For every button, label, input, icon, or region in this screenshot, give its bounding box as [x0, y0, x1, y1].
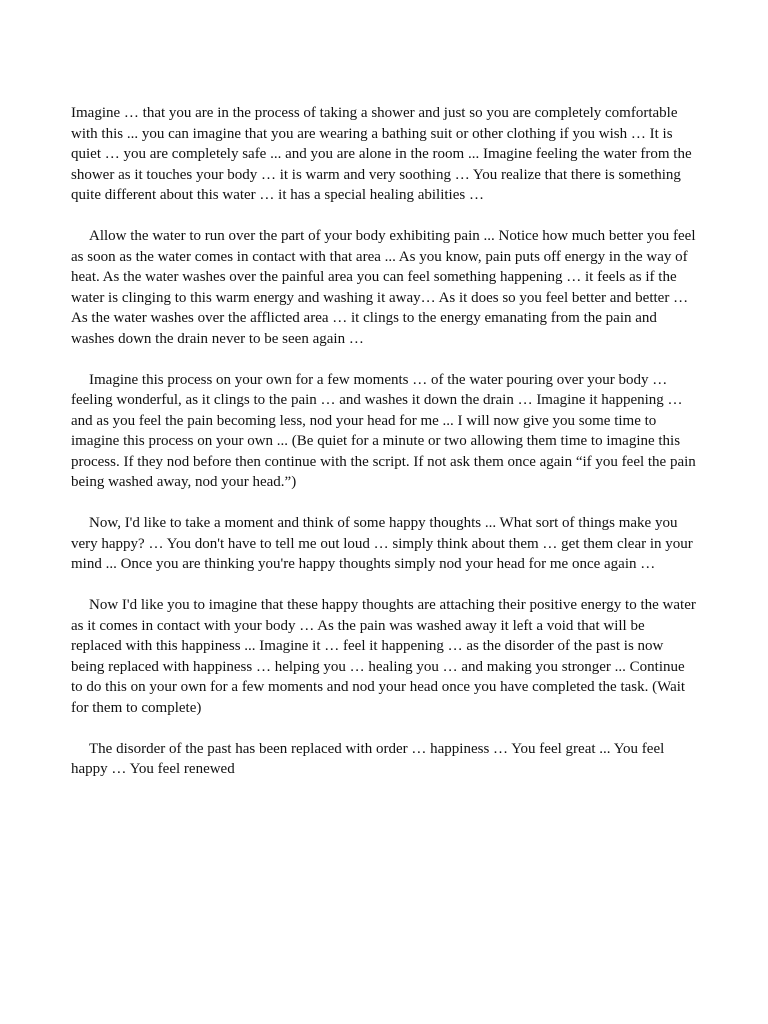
paragraph-2: Allow the water to run over the part of your body exhibiting pain ... Notice how much better you feel as soon as the water comes in contact with that area ... As you know, pain puts off energy in the way of heat. As the water washes over the painful area you can feel something happening … it feels as if the water is clinging to this warm energy and washing it away… As it does so you feel better and better … As the water washes over the afflicted area … it clings to the energy emanating from the pain and washes down the drain never to be seen again … — [71, 228, 696, 347]
paragraph-6: The disorder of the past has been replaced with order … happiness … You feel great ... You feel happy … You feel renewed — [71, 740, 665, 777]
paragraph-5: Now I'd like you to imagine that these happy thoughts are attaching their positive energy to the water as it comes in contact with your body … As the pain was washed away it left a void that will be replaced with this happiness ... Imagine it … feel it happening … as the disorder of the past is now being replaced with happiness … helping you … healing you … and making you stronger ... Continue to do this on your own for a few moments and nod your head once you have completed the task. (Wait for them to complete) — [71, 597, 696, 716]
paragraph-4: Now, I'd like to take a moment and think of some happy thoughts ... What sort of things make you very happy? … You don't have to tell me out loud … simply think about them … get them clear in your mind ... Once you are thinking you're happy thoughts simply nod your head for me once again … — [71, 515, 693, 572]
document-body — [71, 103, 699, 800]
paragraph-3: Imagine this process on your own for a few moments … of the water pouring over your body … feeling wonderful, as it clings to the pain … and washes it down the drain … Imagine it happening … and as you feel the pain becoming less, nod your head for me ... I will now give you some time to imagine this process on your own ... (Be quiet for a minute or two allowing them time to imagine this process. If they nod before then continue with the script. If not ask them once again “if you feel the pain being washed away, nod your head.”) — [71, 371, 696, 490]
paragraph-1: Imagine … that you are in the process of taking a shower and just so you are completely comfortable with this ... you can imagine that you are wearing a bathing suit or other clothing if you wish … It is quiet … you are completely safe ... and you are alone in the room ... Imagine feeling the water from the shower as it touches your body … it is warm and very soothing … You realize that there is something quite different about this water … it has a special healing abilities … — [71, 105, 692, 203]
